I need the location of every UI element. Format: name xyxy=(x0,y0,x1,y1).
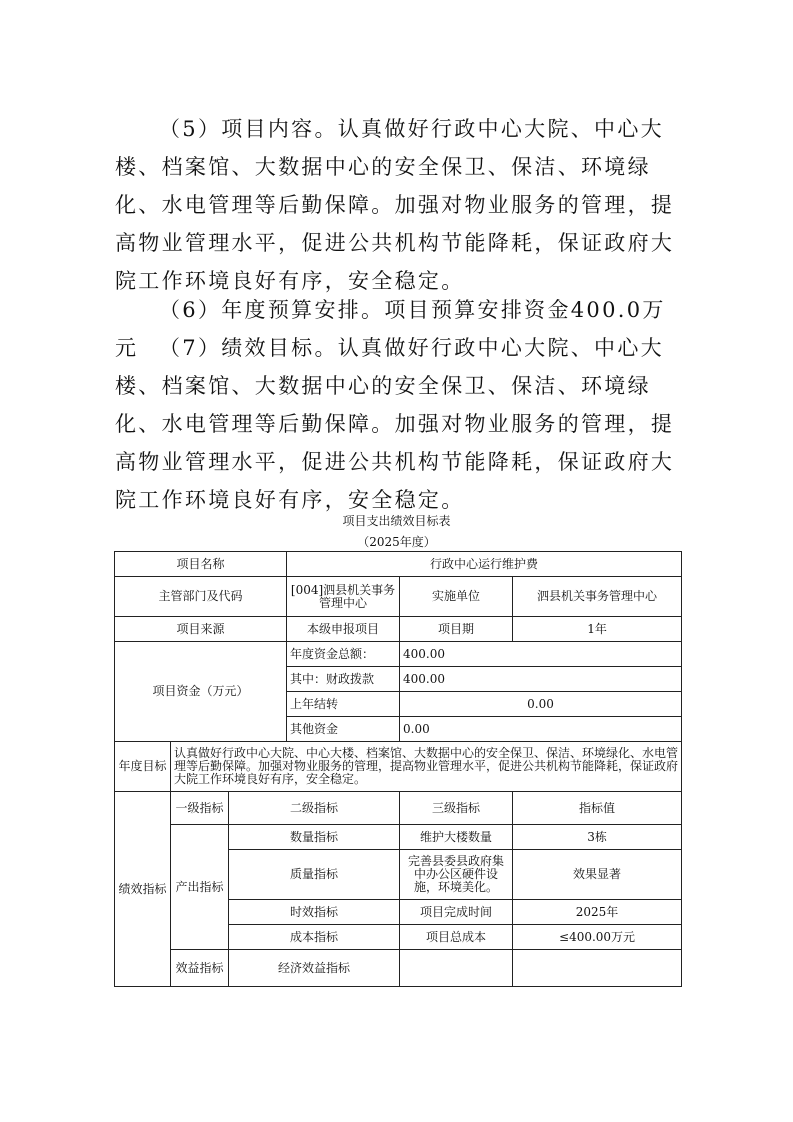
annual-goal-label: 年度目标 xyxy=(115,742,171,792)
funds-row-label: 上年结转 xyxy=(287,692,400,717)
table-row xyxy=(115,825,682,850)
value-cell: 2025年 xyxy=(513,900,682,925)
funds-row-label: 其他资金 xyxy=(287,717,400,742)
source-value: 本级申报项目 xyxy=(287,617,400,642)
funds-label: 项目资金（万元） xyxy=(115,642,287,742)
paragraph-budget: （6）年度预算安排。项目预算安排资金400.0万元 xyxy=(115,298,666,360)
level2-cell: 时效指标 xyxy=(229,900,400,925)
level2-cell: 成本指标 xyxy=(229,925,400,950)
table-row xyxy=(115,792,682,825)
level3-cell xyxy=(400,950,513,987)
level2-cell: 数量指标 xyxy=(229,825,400,850)
value-cell: 3栋 xyxy=(513,825,682,850)
header-value: 指标值 xyxy=(513,792,682,825)
level2-cell: 经济效益指标 xyxy=(229,950,400,987)
funds-row-label: 其中：财政拨款 xyxy=(287,667,400,692)
funds-row-value: 0.00 xyxy=(400,717,682,742)
level3-cell: 项目总成本 xyxy=(400,925,513,950)
performance-indicator-label: 绩效指标 xyxy=(115,792,171,987)
level3-cell: 维护大楼数量 xyxy=(400,825,513,850)
header-level3: 三级指标 xyxy=(400,792,513,825)
output-indicator-label: 产出指标 xyxy=(171,825,229,950)
paragraph-project-content: （5）项目内容。认真做好行政中心大院、中心大楼、档案馆、大数据中心的安全保卫、保洁、环境绿化、水电管理等后勤保障。加强对物业服务的管理，提高物业管理水平，促进公共机构节能降耗，保证政府大院工作环境良好有序，安全稳定。 xyxy=(115,117,675,293)
source-label: 项目来源 xyxy=(115,617,287,642)
period-label: 项目期 xyxy=(400,617,513,642)
dept-label: 主管部门及代码 xyxy=(115,577,287,617)
header-level2: 二级指标 xyxy=(229,792,400,825)
dept-value: [004]泗县机关事务管理中心 xyxy=(287,577,400,617)
project-name-value: 行政中心运行维护费 xyxy=(287,552,682,577)
header-level1: 一级指标 xyxy=(171,792,229,825)
level3-cell: 完善县委县政府集中办公区硬件设施，环境美化。 xyxy=(400,850,513,900)
table-row xyxy=(115,617,682,642)
level2-cell: 质量指标 xyxy=(229,850,400,900)
impl-value: 泗县机关事务管理中心 xyxy=(513,577,682,617)
table-year: （2025年度） xyxy=(357,535,436,549)
table-title: 项目支出绩效目标表 xyxy=(342,514,451,528)
table-row xyxy=(115,742,682,792)
period-value: 1年 xyxy=(513,617,682,642)
benefit-indicator-label: 效益指标 xyxy=(171,950,229,987)
project-name-label: 项目名称 xyxy=(115,552,287,577)
table-row xyxy=(115,950,682,987)
table-row xyxy=(115,577,682,617)
performance-target-table xyxy=(114,551,682,987)
value-cell: ≤400.00万元 xyxy=(513,925,682,950)
paragraph-performance-goal: （7）绩效目标。认真做好行政中心大院、中心大楼、档案馆、大数据中心的安全保卫、保洁、环境绿化、水电管理等后勤保障。加强对物业服务的管理，提高物业管理水平，促进公共机构节能降耗，保证政府大院工作环境良好有序，安全稳定。 xyxy=(115,336,675,512)
impl-label: 实施单位 xyxy=(400,577,513,617)
level3-cell: 项目完成时间 xyxy=(400,900,513,925)
value-cell: 效果显著 xyxy=(513,850,682,900)
annual-goal-text: 认真做好行政中心大院、中心大楼、档案馆、大数据中心的安全保卫、保洁、环境绿化、水电管理等后勤保障。加强对物业服务的管理，提高物业管理水平，促进公共机构节能降耗，保证政府大院工作环境良好有序，安全稳定。 xyxy=(171,742,682,792)
funds-row-label: 年度资金总额： xyxy=(287,642,400,667)
funds-row-value: 0.00 xyxy=(400,692,682,717)
table-row xyxy=(115,552,682,577)
funds-row-value: 400.00 xyxy=(400,642,682,667)
funds-row-value: 400.00 xyxy=(400,667,682,692)
value-cell xyxy=(513,950,682,987)
table-row xyxy=(115,642,682,667)
